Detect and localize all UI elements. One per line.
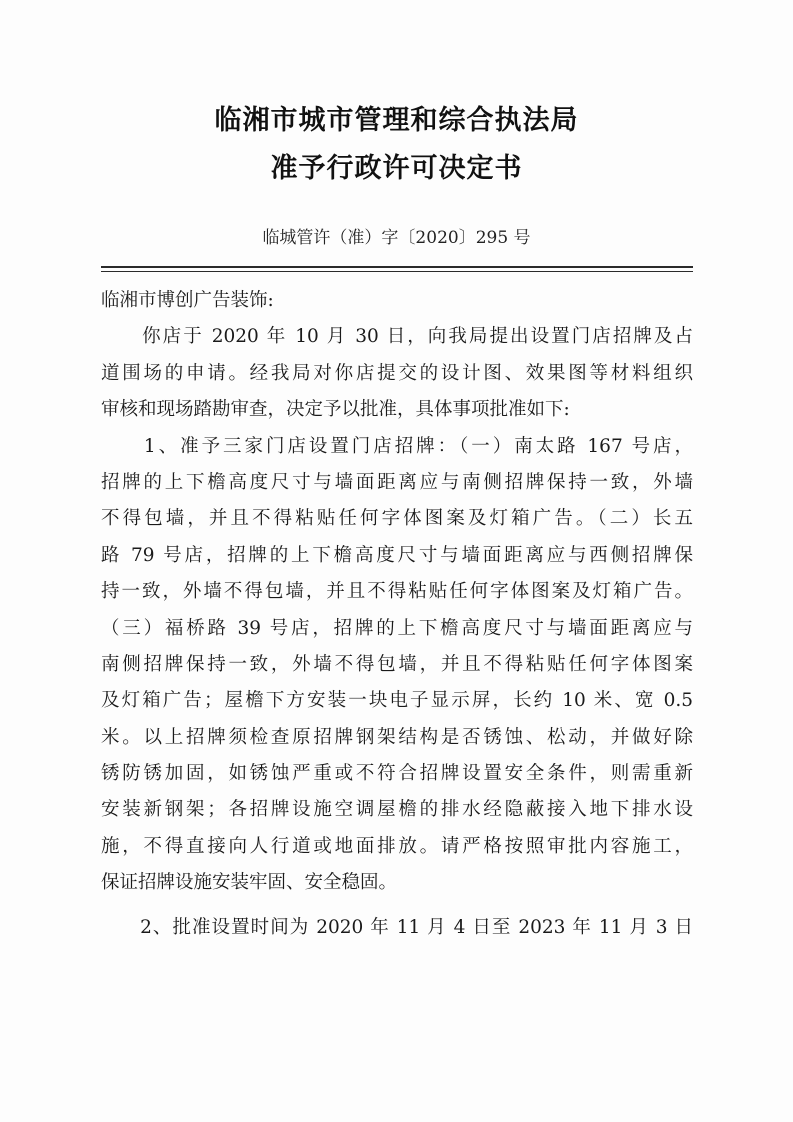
document-body [101, 283, 693, 946]
body-line: 及灯箱广告；屋檐下方安装一块电子显示屏，长约 10 米、宽 0.5 [101, 690, 693, 712]
body-line: 米。以上招牌须检查原招牌钢架结构是否锈蚀、松动，并做好除 [101, 726, 693, 748]
header-divider-thin [101, 271, 693, 272]
body-line: 安装新钢架；各招牌设施空调屋檐的排水经隐蔽接入地下排水设 [101, 799, 693, 821]
paragraph-gap [101, 902, 693, 910]
body-line: 施，不得直接向人行道或地面排放。请严格按照审批内容施工， [101, 835, 693, 857]
body-line: 锈防锈加固，如锈蚀严重或不符合招牌设置安全条件，则需重新 [101, 763, 693, 785]
body-line: 招牌的上下檐高度尺寸与墙面距离应与南侧招牌保持一致，外墙 [101, 471, 693, 493]
body-line: 持一致，外墙不得包墙，并且不得粘贴任何字体图案及灯箱广告。 [101, 581, 693, 603]
body-line: 路 79 号店，招牌的上下檐高度尺寸与墙面距离应与西侧招牌保 [101, 544, 693, 566]
body-line: 你店于 2020 年 10 月 30 日，向我局提出设置门店招牌及占 [101, 326, 693, 348]
body-line: （三）福桥路 39 号店，招牌的上下檐高度尺寸与墙面距离应与 [101, 617, 693, 639]
body-line: 道围场的申请。经我局对你店提交的设计图、效果图等材料组织 [101, 362, 693, 384]
document-number: 临城管许（准）字〔2020〕295 号 [262, 228, 531, 248]
body-line: 保证招牌设施安装牢固、安全稳固。 [101, 872, 398, 894]
body-line: 1、准予三家门店设置门店招牌：（一）南太路 167 号店， [101, 435, 693, 457]
header-divider-thick [101, 266, 693, 268]
body-line: 南侧招牌保持一致，外墙不得包墙，并且不得粘贴任何字体图案 [101, 653, 693, 675]
document-title: 准予行政许可决定书 [270, 153, 523, 184]
agency-title: 临湘市城市管理和综合执法局 [214, 105, 579, 136]
item-2-line: 2、批准设置时间为 2020 年 11 月 4 日至 2023 年 11 月 3 日 [101, 916, 693, 938]
body-line: 不得包墙，并且不得粘贴任何字体图案及灯箱广告。（二）长五 [101, 508, 693, 530]
body-line: 审核和现场踏勘审查，决定予以批准，具体事项批准如下: [101, 399, 570, 421]
addressee: 临湘市博创广告装饰: [101, 290, 274, 311]
